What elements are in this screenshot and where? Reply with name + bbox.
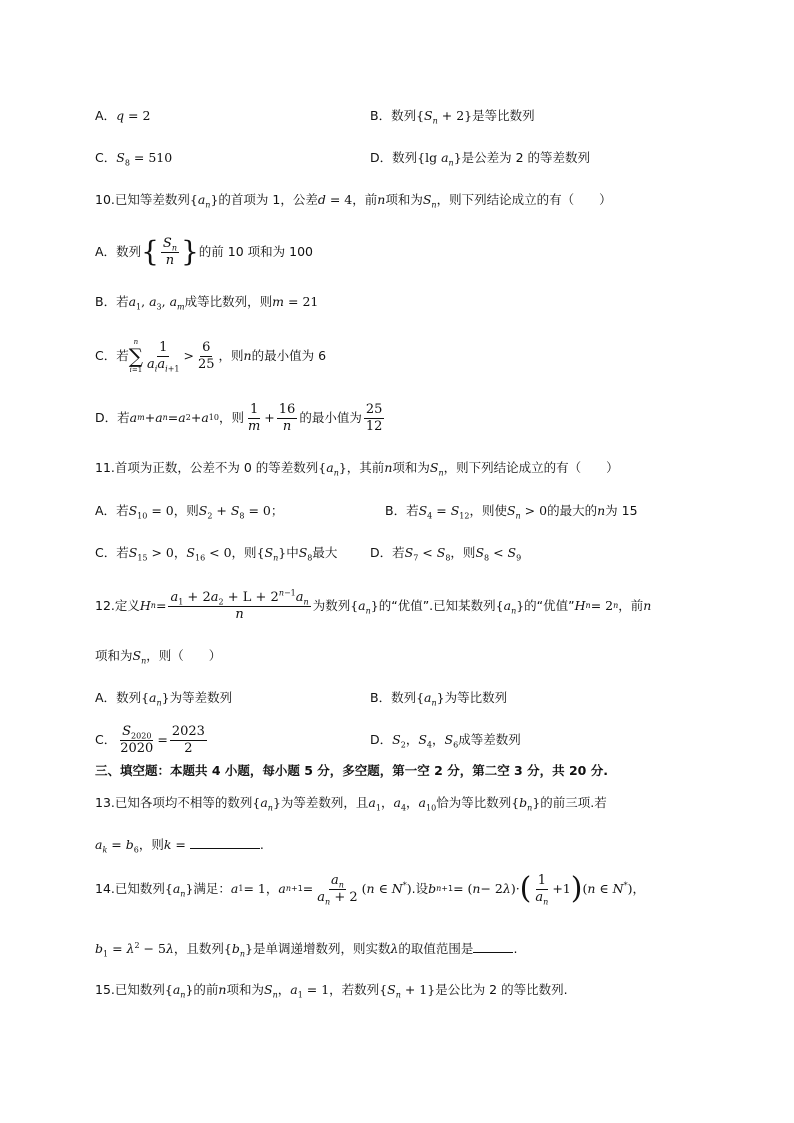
q10-stem: 10.已知等差数列$\{a_n\}$的首项为 1，公差d = 4，前n项和为$S_n$，则下列结论成立的有（ ） xyxy=(95,192,612,210)
q9-option-d: D．数列{lg $a_n$}是公差为 2 的等差数列 xyxy=(370,150,591,168)
q9-option-c: C．$S_8 = 510$ xyxy=(95,150,173,168)
q13-stem: 13.已知各项均不相等的数列$\{a_n\}$为等差数列，且$a_1$，$a_4$，$a_{10}$恰为等比数列$\{b_n\}$的前三项.若 xyxy=(95,795,607,813)
q13-answer-blank[interactable] xyxy=(190,836,260,849)
q10-option-a: A． 数列 { $\frac{S_n}{n}$ } 的前 10 项和为 100 xyxy=(95,235,313,268)
q12-stem-line2: 项和为$S_n$，则（ ） xyxy=(95,648,222,666)
section-3-title: 三、填空题：本题共 4 小题，每小题 5 分，多空题，第一空 2 分，第二空 3 分，共 20 分. xyxy=(95,763,608,778)
q10-option-c: C． 若 n ∑ i=1 $\frac{1}{a_ia_{i+1}}$ > $\frac{6}{25}$ ，则 n 的最小值为 6 xyxy=(95,338,327,374)
q12-stem: 12.定义 H n = $\frac{a_1 + 2a_2 + L + 2^{n-1}a_n}{n}$ 为数列 $\{a_n\}$ 的“优值”.已知某数列 $\{a_n\}$ 的“优值” H n = 2 n ，前 n xyxy=(95,588,652,622)
q11-option-b: B．若$S_4 = S_{12}$，则使$S_n > 0$的最大的n为 15 xyxy=(385,503,638,521)
q10-option-b: B．若$a_1$, $a_3$, $a_m$成等比数列，则m = 21 xyxy=(95,294,319,312)
q14-stem: 14.已知数列 $\{a_n\}$ 满足： a 1 = 1 ， a n+1 = $\frac{a_n}{a_n + 2}$ (n ∈ N*) .设 b n+1 = ( n − 2 λ )· ( $\frac{1}{a_n}$ +1 ) (n ∈ N*) ， xyxy=(95,871,645,907)
q14-answer-blank[interactable] xyxy=(473,940,513,953)
q11-option-d: D．若$S_7 < S_8$，则$S_8 < S_9$ xyxy=(370,545,522,563)
q9-option-b: B．数列$\{S_n + 2\}$是等比数列 xyxy=(370,108,535,126)
q11-option-c: C．若$S_{15} > 0$，$S_{16} < 0$，则$\{S_n\}$中$S_8$最大 xyxy=(95,545,338,563)
q12-option-a: A．数列$\{a_n\}$为等差数列 xyxy=(95,690,233,708)
q11-option-a: A．若$S_{10} = 0$，则$S_2 + S_8 = 0$； xyxy=(95,503,284,521)
q15-stem: 15.已知数列$\{a_n\}$的前n项和为$S_n$，$a_1 = 1$，若数列$\{S_n + 1\}$是公比为 2 的等比数列. xyxy=(95,982,568,1000)
q11-stem: 11.首项为正数，公差不为 0 的等差数列$\{a_n\}$，其前n项和为$S_n$，则下列结论成立的有（ ） xyxy=(95,460,619,478)
q9-option-a: A．q = 2 xyxy=(95,108,151,123)
q12-option-b: B．数列$\{a_n\}$为等比数列 xyxy=(370,690,508,708)
q10-option-d: D． 若 a m + a n = a 2 + a 10 ，则 $\frac{1}{m}$ + $\frac{16}{n}$ 的最小值为 $\frac{25}{12}$ xyxy=(95,401,383,434)
q14-stem-line2: $b_1 = \lambda^2 - 5\lambda$，且数列$\{b_n\}$是单调递增数列，则实数λ的取值范围是 . xyxy=(95,940,518,959)
q12-option-d: D．$S_2$，$S_4$，$S_6$成等差数列 xyxy=(370,732,521,750)
q13-stem-line2: $a_k = b_6$，则k = . xyxy=(95,837,264,855)
q12-option-c: C． $\frac{S_{2020}}{2020}$ = $\frac{2023}{2}$ xyxy=(95,723,205,756)
